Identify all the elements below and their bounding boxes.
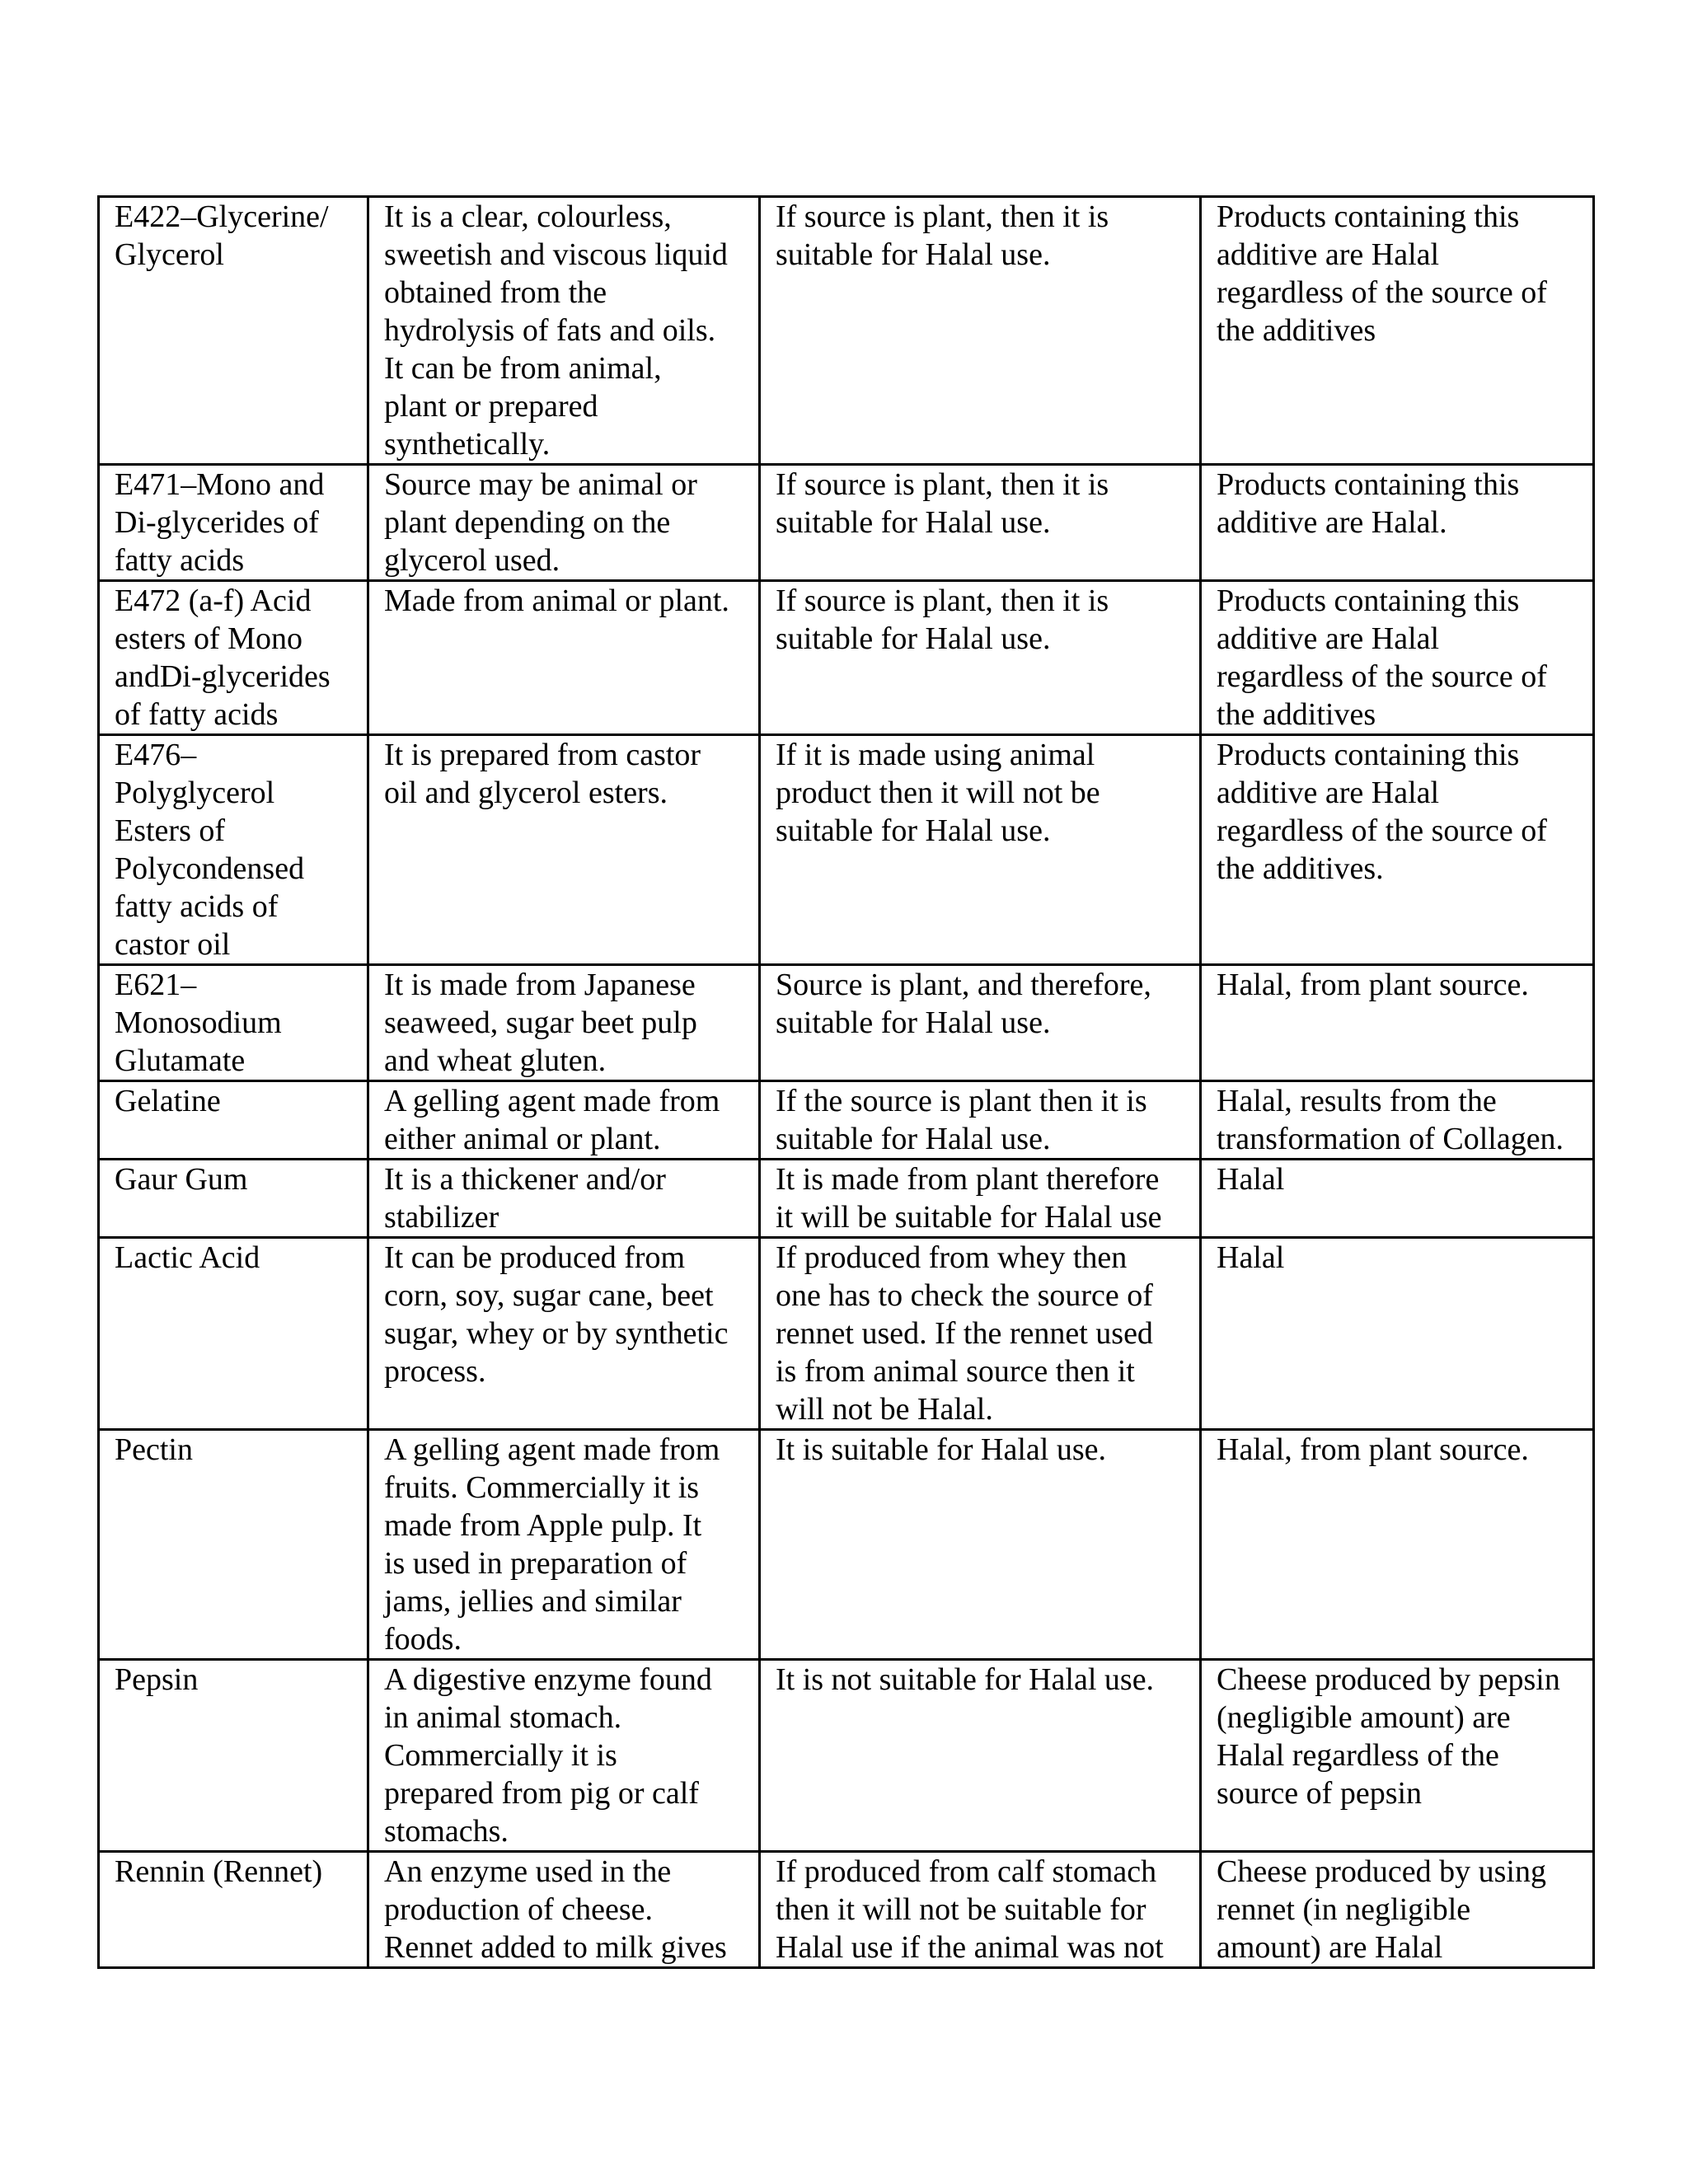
additive-name: Gelatine [115,1084,221,1118]
additive-name: Pectin [115,1432,193,1467]
status-cell [1201,1081,1594,1160]
status-cell [1201,1660,1594,1852]
suitability-cell [760,581,1201,735]
status-cell [1201,197,1594,465]
suitability: If it is made using animal product then it will not be suitable for Halal use. [776,738,1100,848]
suitability-cell [760,735,1201,965]
description: A gelling agent made from either animal or plant. [384,1084,720,1156]
suitability: It is suitable for Halal use. [776,1432,1107,1467]
status-cell [1201,1430,1594,1660]
description-cell [368,1238,760,1430]
description: A gelling agent made from fruits. Commercially it is made from Apple pulp. It is used in preparation of jams, jellies and similar foods. [384,1432,720,1657]
description-cell [368,1430,760,1660]
table-row [99,735,1594,965]
description-cell [368,581,760,735]
suitability-cell [760,1430,1201,1660]
suitability-cell [760,1081,1201,1160]
description: An enzyme used in the production of cheese. Rennet added to milk gives [384,1854,727,1965]
table-row [99,965,1594,1081]
additive-name: E422–Glycerine/ Glycerol [115,199,329,272]
description-cell [368,465,760,581]
status: Halal [1217,1162,1285,1197]
table-row [99,1660,1594,1852]
additive-name: Rennin (Rennet) [115,1854,323,1889]
additive-name-cell [99,735,368,965]
status: Cheese produced by using rennet (in negligible amount) are Halal [1217,1854,1546,1965]
status-cell [1201,465,1594,581]
status: Halal, from plant source. [1217,968,1529,1002]
suitability-cell [760,197,1201,465]
status: Cheese produced by pepsin (negligible amount) are Halal regardless of the source of pepsin [1217,1662,1560,1811]
additive-name-cell [99,965,368,1081]
suitability-cell [760,1238,1201,1430]
additives-table [97,195,1595,1969]
status-cell [1201,1160,1594,1238]
description: A digestive enzyme found in animal stomach. Commercially it is prepared from pig or calf stomachs. [384,1662,712,1849]
suitability-cell [760,1852,1201,1968]
status: Halal, from plant source. [1217,1432,1529,1467]
table-row [99,1852,1594,1968]
description-cell [368,1081,760,1160]
status-cell [1201,1852,1594,1968]
description: It is a clear, colourless, sweetish and viscous liquid obtained from the hydrolysis of fats and oils. It can be from animal, plant or prepared synthetically. [384,199,728,462]
description: It is made from Japanese seaweed, sugar beet pulp and wheat gluten. [384,968,697,1078]
table-row [99,1430,1594,1660]
description-cell [368,1852,760,1968]
additive-name-cell [99,1852,368,1968]
additive-name: Pepsin [115,1662,199,1697]
additive-name: Lactic Acid [115,1240,260,1275]
additive-name: E476– Polyglycerol Esters of Polycondensed fatty acids of castor oil [115,738,305,962]
additive-name-cell [99,1430,368,1660]
additive-name-cell [99,581,368,735]
status-cell [1201,735,1594,965]
additive-name: E471–Mono and Di-glycerides of fatty acids [115,467,325,578]
suitability: If the source is plant then it is suitable for Halal use. [776,1084,1147,1156]
suitability: If produced from whey then one has to check the source of rennet used. If the rennet used is from animal source then it will not be Halal. [776,1240,1153,1427]
suitability-cell [760,1160,1201,1238]
status: Halal, results from the transformation of Collagen. [1217,1084,1564,1156]
additive-name-cell [99,1660,368,1852]
status: Products containing this additive are Halal regardless of the source of the additives [1217,583,1547,732]
suitability: If source is plant, then it is suitable for Halal use. [776,199,1109,272]
table-row [99,1081,1594,1160]
status-cell [1201,581,1594,735]
suitability: Source is plant, and therefore, suitable for Halal use. [776,968,1151,1040]
suitability-cell [760,1660,1201,1852]
status: Products containing this additive are Halal. [1217,467,1520,540]
suitability: If source is plant, then it is suitable for Halal use. [776,583,1109,656]
table-row [99,581,1594,735]
table-row [99,1160,1594,1238]
table-row [99,465,1594,581]
status: Products containing this additive are Halal regardless of the source of the additives. [1217,738,1547,886]
description-cell [368,965,760,1081]
status: Products containing this additive are Halal regardless of the source of the additives [1217,199,1547,348]
suitability-cell [760,465,1201,581]
additive-name-cell [99,465,368,581]
suitability-cell [760,965,1201,1081]
description: It is prepared from castor oil and glycerol esters. [384,738,701,810]
suitability: It is made from plant therefore it will be suitable for Halal use [776,1162,1162,1235]
description: It can be produced from corn, soy, sugar cane, beet sugar, whey or by synthetic process. [384,1240,729,1389]
additive-name-cell [99,197,368,465]
status-cell [1201,1238,1594,1430]
description: Source may be animal or plant depending on the glycerol used. [384,467,697,578]
additive-name: E621– Monosodium Glutamate [115,968,282,1078]
additive-name: Gaur Gum [115,1162,248,1197]
table-row [99,1238,1594,1430]
suitability: If produced from calf stomach then it will not be suitable for Halal use if the animal was not [776,1854,1164,1965]
status-cell [1201,965,1594,1081]
description-cell [368,735,760,965]
description: Made from animal or plant. [384,583,729,618]
description: It is a thickener and/or stabilizer [384,1162,666,1235]
status: Halal [1217,1240,1285,1275]
additive-name: E472 (a-f) Acid esters of Mono andDi-glycerides of fatty acids [115,583,331,732]
description-cell [368,1660,760,1852]
description-cell [368,1160,760,1238]
table-row [99,197,1594,465]
description-cell [368,197,760,465]
additive-name-cell [99,1238,368,1430]
additive-name-cell [99,1081,368,1160]
additive-name-cell [99,1160,368,1238]
suitability: It is not suitable for Halal use. [776,1662,1155,1697]
suitability: If source is plant, then it is suitable for Halal use. [776,467,1109,540]
